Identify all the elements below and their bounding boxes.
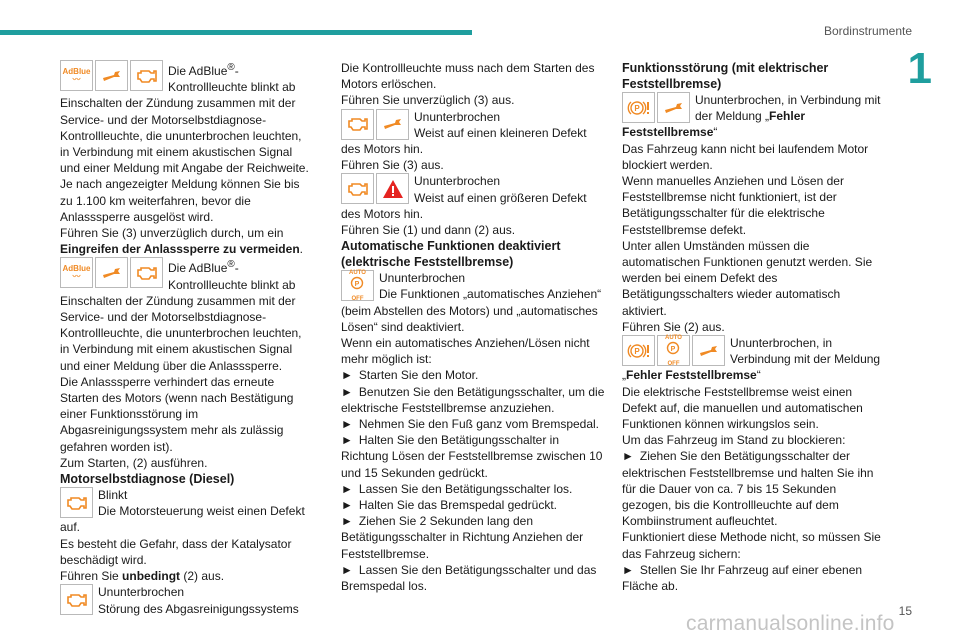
text: Ununterbrochen: [98, 585, 185, 600]
bullet-item: ► Ziehen Sie 2 Sekunden lang den Betätigungsschalter in Richtung Anziehen der Feststellbremse.: [341, 514, 584, 561]
wrench-icon: [95, 257, 128, 288]
indicator-icons: [60, 257, 163, 288]
adblue-icon: AdBlue 〰: [60, 257, 93, 288]
column-2: [341, 60, 605, 594]
watermark: carmanualsonline.info: [686, 612, 895, 635]
heading-fault: Funktionsstörung (mit elektrischer Feststellbremse): [622, 61, 829, 91]
bullet-item: ► Benutzen Sie den Betätigungsschalter, um die elektrische Feststellbremse anzuziehen.: [341, 384, 605, 415]
bullet-item: ► Starten Sie den Motor.: [341, 368, 479, 383]
bullet-item: ► Halten Sie das Bremspedal gedrückt.: [341, 498, 557, 513]
parking-brake-fault-icon: [622, 92, 655, 123]
engine-check-icon: [130, 60, 163, 91]
svg-text:P: P: [633, 103, 640, 113]
engine-major-block: [341, 173, 605, 238]
text: Blinkt: [98, 488, 128, 503]
bullet-item: ► Nehmen Sie den Fuß ganz vom Bremspedal.: [341, 417, 600, 432]
paragraph: Um das Fahrzeug im Stand zu blockieren:: [622, 433, 846, 448]
paragraph: Je nach angezeigter Meldung können Sie bis zu 1.100 km weiterfahren, bevor die Anlasssperre ausgelöst wird.: [60, 177, 300, 224]
wrench-icon: [692, 335, 725, 366]
svg-text:P: P: [670, 345, 676, 353]
text: Die AdBlue: [168, 64, 228, 78]
text: Ununterbrochen, in Verbindung mit der Meldung „Fehler Feststellbremse“: [622, 336, 881, 383]
text: Die Funktionen „automatisches Anziehen“ (beim Abstellen des Motors) und „automatisches Lösen“ sind deaktiviert.: [341, 287, 602, 334]
indicator-icons: [341, 173, 409, 204]
text: Ununterbrochen: [379, 271, 466, 286]
text: Ununterbrochen, in Verbindung mit der Meldung „Fehler Feststellbremse“: [622, 93, 881, 140]
bullet-item: ► Stellen Sie Ihr Fahrzeug auf einer ebenen Fläche ab.: [622, 562, 863, 594]
paragraph: Unter allen Umständen müssen die automatischen Funktionen genutzt werden. Sie werden bei einem Defekt des Betätigungsschalters wieder automatisch aktiviert.: [622, 238, 873, 318]
text: Ununterbrochen: [414, 109, 501, 124]
text: Die Motorsteuerung weist einen Defekt auf.: [60, 504, 305, 535]
heading-auto-functions: Automatische Funktionen deaktiviert (elektrische Feststellbremse): [341, 239, 561, 270]
section-name: Bordinstrumente: [823, 24, 912, 38]
parking-brake-fault-icon: [622, 335, 655, 366]
column-3: [622, 60, 888, 594]
bullet-item: ► Ziehen Sie den Betätigungsschalter der elektrischen Feststellbremse und halten Sie ihn für die Dauer von ca. 7 bis 15 Sekunden gezogen, bis die Kontrollleuchte auf dem Kombiinstrument aufleuchtet.: [622, 449, 874, 529]
wrench-icon: [95, 60, 128, 91]
chapter-number: 1: [907, 44, 932, 93]
indicator-icons: [60, 584, 93, 615]
column-1: [60, 60, 314, 617]
paragraph: Das Fahrzeug kann nicht bei laufendem Motor blockiert werden.: [622, 141, 869, 172]
auto-off-parking-icon: AUTO P OFF: [657, 335, 690, 366]
indicator-icons: [60, 487, 93, 518]
diesel-block-2: [60, 584, 314, 616]
svg-text:P: P: [633, 346, 640, 356]
auto-block: [341, 270, 605, 367]
text: ®: [227, 62, 235, 73]
auto-off-parking-icon: AUTO P OFF: [341, 270, 374, 301]
indicator-icons: [60, 60, 163, 91]
paragraph: Führen Sie unbedingt (2) aus.: [60, 569, 225, 584]
indicator-icons: [341, 270, 374, 301]
engine-check-icon: [341, 173, 374, 204]
paragraph: Funktioniert diese Methode nicht, so müssen Sie das Fahrzeug sichern:: [622, 530, 881, 561]
text: -Kontrollleuchte blinkt ab Einschalten der Zündung zusammen mit der Service- und der Motorselbstdiagnose-Kontrollleuchte, die ununterbrochen leuchten, in Verbindung mit einem akustischen Signal und einer Meldung mit Angabe der Reichweite.: [60, 64, 309, 176]
engine-check-icon: [341, 109, 374, 140]
paragraph: Zum Starten, (2) ausführen.: [60, 455, 208, 470]
heading-diesel: Motorselbstdiagnose (Diesel): [60, 472, 235, 487]
indicator-icons: [622, 335, 725, 366]
engine-check-icon: [60, 584, 93, 615]
paragraph: Führen Sie (3) aus.: [341, 158, 444, 173]
paragraph: Es besteht die Gefahr, dass der Katalysator beschädigt wird.: [60, 536, 292, 567]
wrench-icon: [657, 92, 690, 123]
indicator-icons: [622, 92, 690, 123]
paragraph: Wenn manuelles Anziehen und Lösen der Feststellbremse nicht funktioniert, ist der Betätigungsschalter für die elektrische Feststellbremse defekt.: [622, 174, 844, 237]
adblue-block-2: [60, 257, 314, 471]
bullet-item: ► Halten Sie den Betätigungsschalter in Richtung Lösen der Feststellbremse zwischen 10 und 15 Sekunden gedrückt.: [341, 433, 603, 480]
paragraph: Führen Sie (3) unverzüglich durch, um ein Eingreifen der Anlasssperre zu vermeiden.: [60, 226, 303, 257]
paragraph: Die elektrische Feststellbremse weist einen Defekt auf, die manuellen und automatischen Funktionen können wirkungslos sein.: [622, 384, 863, 432]
engine-check-icon: [130, 257, 163, 288]
bullet-item: ► Lassen Sie den Betätigungsschalter los.: [341, 481, 573, 496]
paragraph: Die Kontrollleuchte muss nach dem Starten des Motors erlöschen.: [341, 61, 595, 92]
text: Weist auf einen größeren Defekt des Motors hin.: [341, 190, 587, 221]
bullet-item: ► Lassen Sie den Betätigungsschalter und das Bremspedal los.: [341, 562, 597, 594]
bullet-list: [341, 367, 605, 594]
indicator-icons: [341, 109, 409, 140]
header-accent-bar: [0, 30, 472, 35]
text: Weist auf einen kleineren Defekt des Motors hin.: [341, 125, 587, 157]
paragraph: Führen Sie (1) und dann (2) aus.: [341, 223, 516, 238]
text: Ununterbrochen: [414, 174, 501, 189]
paragraph: Führen Sie unverzüglich (3) aus.: [341, 93, 515, 108]
fault-block-1: [622, 92, 888, 335]
text: ®: [227, 259, 235, 271]
engine-check-icon: [60, 487, 93, 518]
adblue-icon: AdBlue 〰: [60, 60, 93, 91]
paragraph: Wenn ein automatisches Anziehen/Lösen nicht mehr möglich ist:: [341, 336, 590, 367]
diesel-block-1: [60, 487, 314, 584]
svg-text:P: P: [354, 280, 360, 288]
paragraph: Die Anlasssperre verhindert das erneute Starten des Motors (wenn nach Bestätigung einer Funktionsstörung im Abgasreinigungssystem mehr als zulässig gefahren worden ist).: [60, 374, 294, 454]
fault-block-2: [622, 335, 888, 594]
text: Die AdBlue: [168, 261, 228, 276]
text: Störung des Abgasreinigungssystems: [98, 601, 299, 616]
page-number: 15: [898, 604, 912, 618]
adblue-block-1: [60, 60, 314, 257]
engine-minor-block: [341, 109, 605, 174]
text: -Kontrollleuchte blinkt ab Einschalten der Zündung zusammen mit der Service- und der Motorselbstdiagnose-Kontrollleuchte, die ununterbrochen leuchten, in Verbindung mit einem akustischen Signal und einer Meldung über die Anlasssperre.: [60, 261, 302, 373]
wrench-icon: [376, 109, 409, 140]
warning-triangle-icon: [376, 173, 409, 204]
paragraph: Führen Sie (2) aus.: [622, 319, 725, 334]
